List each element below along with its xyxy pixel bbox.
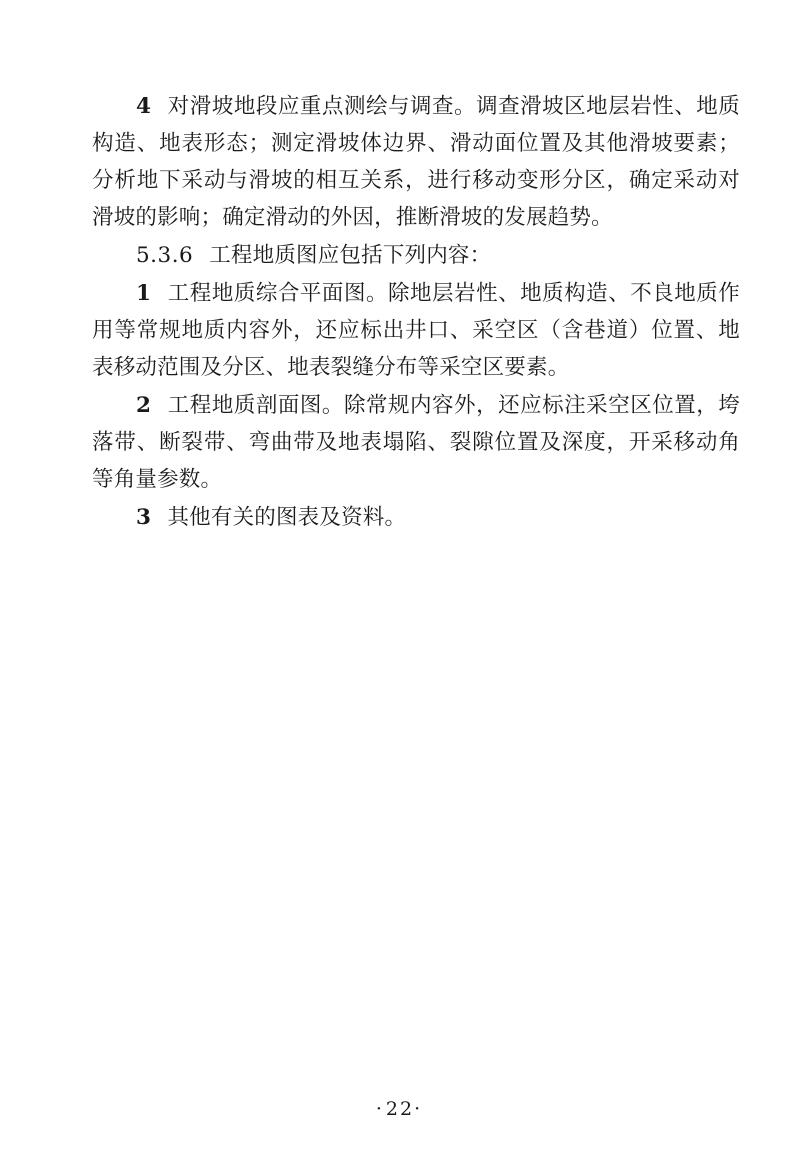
paragraph-item-4 [92, 88, 740, 236]
clause-text: 工程地质图应包括下列内容： [209, 243, 492, 268]
paragraph-text: 工程地质综合平面图。除地层岩性、地质构造、不良地质作用等常规地质内容外，还应标出井口、采空区（含巷道）位置、地表移动范围及分区、地表裂缝分布等采空区要素。 [92, 281, 740, 380]
paragraph-item-2 [92, 387, 740, 498]
paragraph-text: 工程地质剖面图。除常规内容外，还应标注采空区位置，垮落带、断裂带、弯曲带及地表塌陷、裂隙位置及深度，开采移动角等角量参数。 [92, 393, 740, 492]
paragraph-marker: 3 [136, 505, 152, 530]
paragraph-marker: 4 [136, 94, 152, 119]
footer-dot-left: · [375, 1098, 386, 1120]
paragraph-text: 其他有关的图表及资料。 [167, 505, 407, 530]
clause-number: 5.3.6 [136, 243, 194, 268]
paragraph-marker: 1 [136, 281, 152, 306]
paragraph-item-1 [92, 275, 740, 386]
clause-5-3-6 [92, 237, 740, 274]
paragraph-text: 对滑坡地段应重点测绘与调查。调查滑坡区地层岩性、地质构造、地表形态；测定滑坡体边界、滑动面位置及其他滑坡要素；分析地下采动与滑坡的相互关系，进行移动变形分区，确定采动对滑坡的影响；确定滑动的外因，推断滑坡的发展趋势。 [92, 94, 740, 230]
paragraph-marker: 2 [136, 393, 152, 418]
page-footer [0, 1098, 800, 1120]
page-number: 22 [385, 1098, 415, 1120]
page-body [92, 88, 740, 537]
paragraph-item-3 [92, 499, 740, 536]
footer-dot-right: · [414, 1098, 425, 1120]
